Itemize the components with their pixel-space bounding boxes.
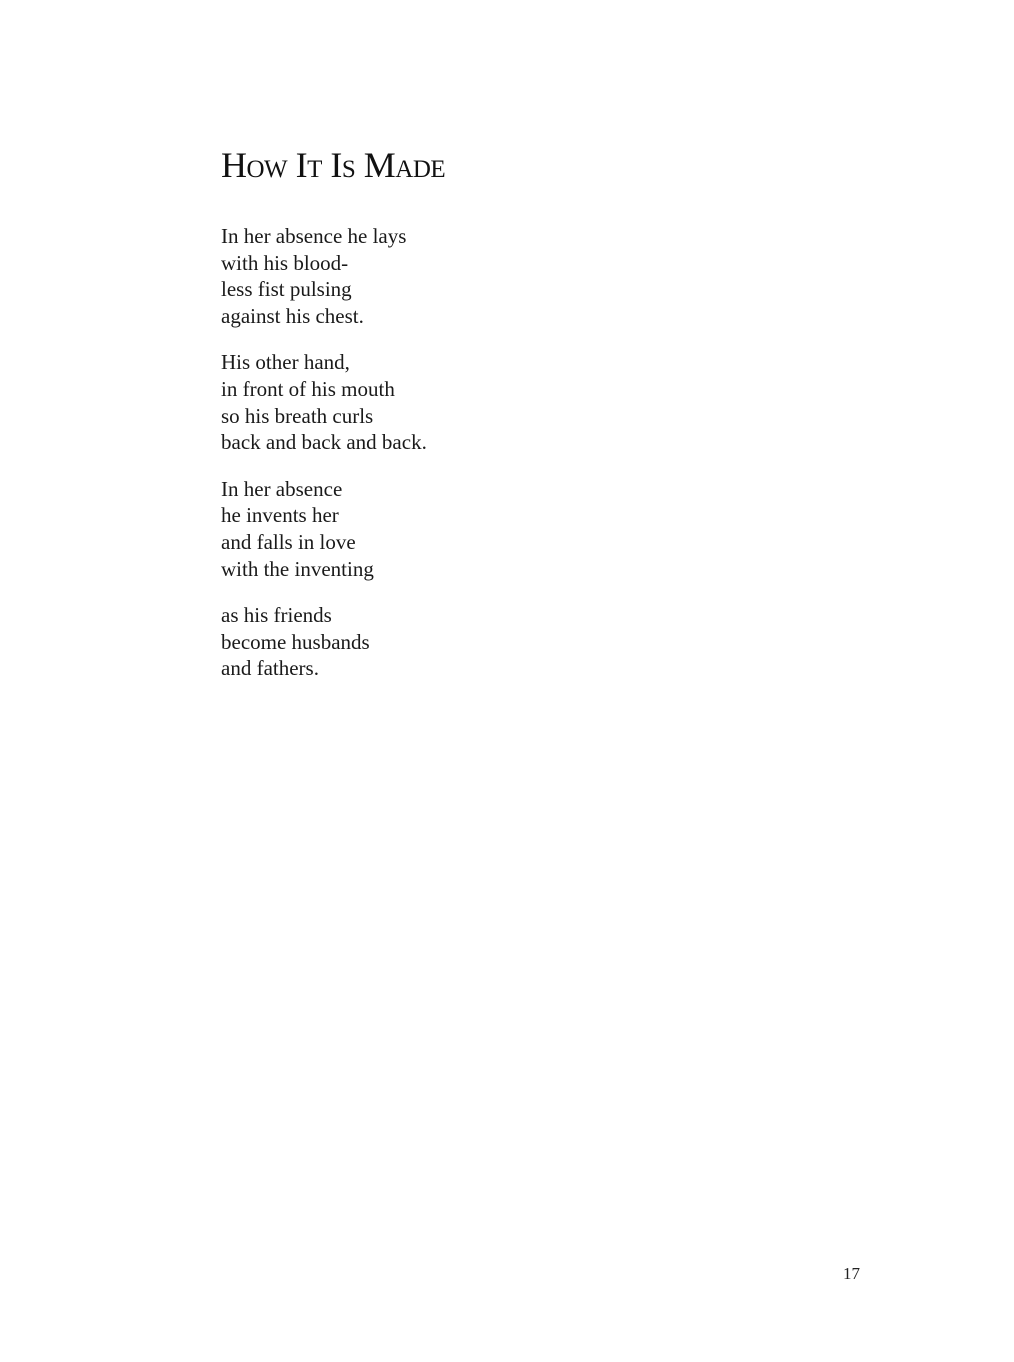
stanza-4 — [221, 602, 721, 682]
poem-line: back and back and back. — [221, 430, 427, 455]
poem-line: with the inventing — [221, 556, 374, 581]
stanza-1 — [221, 223, 721, 329]
poem-line: In her absence he lays — [221, 224, 407, 248]
poem-line: as his friends — [221, 603, 332, 628]
page-number: 17 — [843, 1264, 860, 1283]
poem-line: and falls in love — [221, 529, 356, 554]
poem-line: In her absence — [221, 476, 343, 501]
poem-title: How It Is Made — [221, 145, 446, 185]
stanza-2 — [221, 349, 721, 455]
poem-body — [221, 223, 721, 702]
poem-line: with his blood- — [221, 250, 349, 275]
poem-line: become husbands — [221, 629, 370, 654]
poem-line: His other hand, — [221, 350, 350, 375]
poem-line: he invents her — [221, 503, 339, 528]
poem-line: and fathers. — [221, 656, 319, 681]
poem-line: in front of his mouth — [221, 376, 395, 401]
poem-line: so his breath curls — [221, 403, 374, 428]
poem-line: less fist pulsing — [221, 277, 352, 302]
poem-line: against his chest. — [221, 303, 364, 328]
stanza-3 — [221, 476, 721, 582]
